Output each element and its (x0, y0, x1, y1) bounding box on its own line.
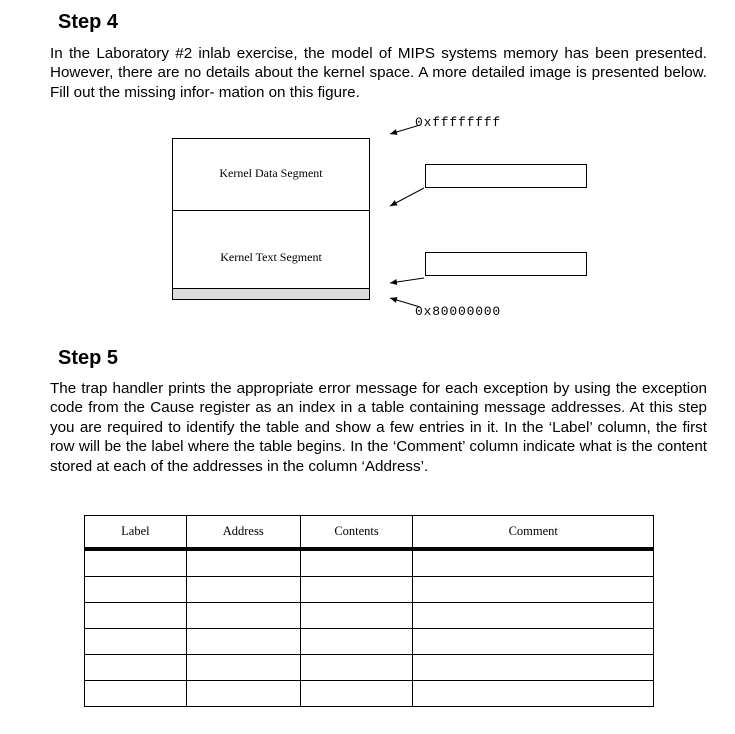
step5-heading: Step 5 (58, 347, 119, 369)
arrow-top (390, 125, 420, 134)
table-cell[interactable] (413, 681, 654, 707)
kernel-data-segment-label: Kernel Data Segment (219, 166, 323, 180)
table-cell[interactable] (300, 577, 413, 603)
table-cell[interactable] (186, 549, 300, 577)
table-cell[interactable] (413, 655, 654, 681)
table-cell[interactable] (186, 629, 300, 655)
kernel-text-segment-label: Kernel Text Segment (220, 250, 322, 264)
table-cell[interactable] (300, 603, 413, 629)
table-cell[interactable] (85, 655, 187, 681)
arrow-text-segment (390, 278, 424, 283)
table-cell[interactable] (186, 655, 300, 681)
table-cell[interactable] (300, 681, 413, 707)
table-row (85, 655, 654, 681)
table-row (85, 603, 654, 629)
message-table (84, 515, 654, 707)
column-header-label: Label (85, 516, 187, 550)
table-cell[interactable] (300, 655, 413, 681)
table-cell[interactable] (413, 577, 654, 603)
arrow-bottom (390, 298, 420, 307)
arrow-data-segment (390, 188, 424, 206)
step4-heading: Step 4 (58, 11, 119, 33)
step4-text: In the Laboratory #2 inlab exercise, the model of MIPS systems memory has been presented. However, there are no details about the kernel space. A more detailed image is presented below. Fill out the missing infor- mation on this figure. (50, 45, 707, 101)
table-cell[interactable] (186, 603, 300, 629)
table-row (85, 681, 654, 707)
table-cell[interactable] (85, 577, 187, 603)
step5-text: The trap handler prints the appropriate error message for each exception by using the exception code from the Cause register as an index in a table containing message addresses. At this step you are required to identify the table and show a few entries in it. In the ‘Label’ column, the first row will be the label where the table begins. In the ‘Comment’ column indicate what is the content stored at each of the addresses in the column ‘Address’. (50, 380, 707, 475)
table-row (85, 549, 654, 577)
bottom-address-label: 0x80000000 (415, 304, 502, 319)
column-header-comment: Comment (413, 516, 654, 550)
table-row (85, 577, 654, 603)
table-cell[interactable] (85, 549, 187, 577)
table-cell[interactable] (85, 681, 187, 707)
table-cell[interactable] (186, 577, 300, 603)
table-cell[interactable] (413, 629, 654, 655)
column-header-contents: Contents (300, 516, 413, 550)
table-cell[interactable] (413, 603, 654, 629)
table-cell[interactable] (85, 629, 187, 655)
table-cell[interactable] (85, 603, 187, 629)
table-cell[interactable] (300, 549, 413, 577)
table-row (85, 629, 654, 655)
top-address-label: 0xffffffff (415, 115, 502, 130)
table-cell[interactable] (186, 681, 300, 707)
table-cell[interactable] (413, 549, 654, 577)
table-cell[interactable] (300, 629, 413, 655)
column-header-address: Address (186, 516, 300, 550)
